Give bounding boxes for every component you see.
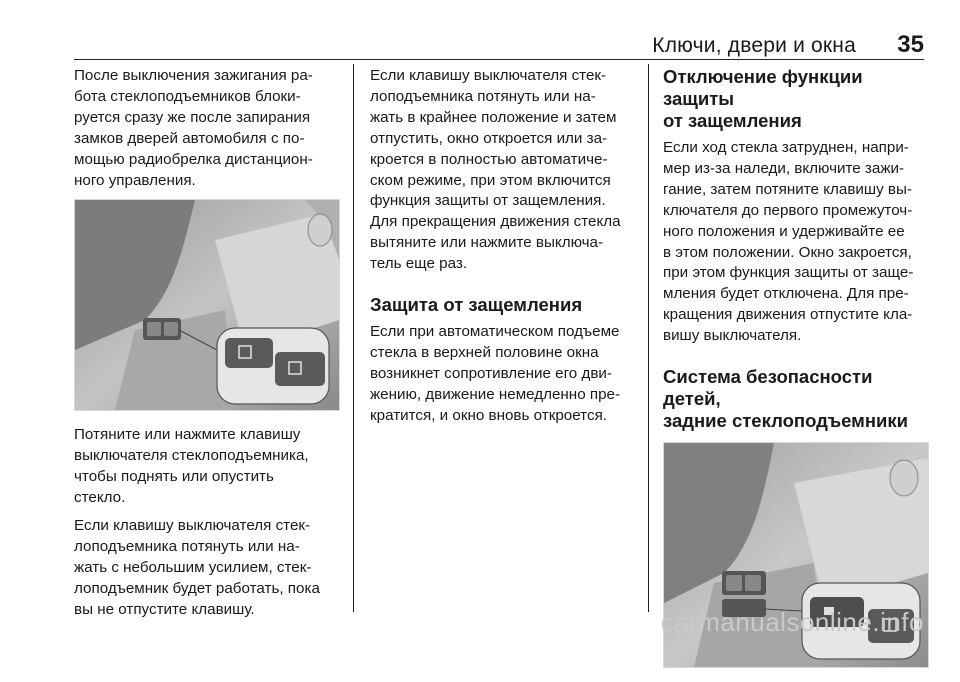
- paragraph: Если клавишу выключателя стек- лоподъемника потянуть или на- жать с небольшим усилием, стек- лоподъемник будет работать, пока вы не отпустите клавишу.: [74, 517, 320, 618]
- watermark: carmanualsonline.info: [660, 607, 924, 637]
- paragraph: Если при автоматическом подъеме стекла в верхней половине окна возникнет сопротивление его дви- жению, движение немедленно пре- кратится, и окно вновь откроется.: [370, 323, 621, 424]
- column-1: [74, 66, 342, 628]
- window-switch-illustration: [74, 199, 340, 411]
- paragraph: Если ход стекла затруднен, напри- мер из-за наледи, включите зажи- гание, затем потяните клавишу вы- ключателя до первого промежуточ- ного положения и удерживайте ее в этом положении. Окно закроется, при этом функция защиты от защe- мления будет отключена. Для пре- кращения движения отпустите кла- вишу выключателя.: [663, 139, 914, 345]
- paragraph: Если клавишу выключателя стек- лоподъемника потянуть или на- жать в крайнее положение и затем отпустить, окно откроется или за- кроется в полностью автоматиче- ском режиме, при этом включится функция защиты от защемления. Для прекращения движения стекла вытяните или нажмите выключа- тель еще раз.: [370, 67, 621, 273]
- column-divider-1: [353, 64, 354, 612]
- column-3: [660, 66, 931, 682]
- section-heading: Система безопасности детей, задние стеклоподъемники: [663, 366, 909, 432]
- paragraph: После выключения зажигания ра- бота стеклоподъемников блоки- руется сразу же после запирания замков дверей автомобиля с по- мощью радиобрелка дистанцион- ного управления.: [74, 67, 313, 189]
- running-header-title: Ключи, двери и окна: [652, 34, 856, 57]
- page-number: 35: [897, 31, 924, 58]
- section-heading: Отключение функции защиты от защемления: [663, 66, 863, 131]
- paragraph: Потяните или нажмите клавишу выключателя стеклоподъемника, чтобы поднять или опустить стекло.: [74, 426, 309, 507]
- column-divider-2: [648, 64, 649, 612]
- header-rule: [74, 59, 924, 60]
- section-heading: Защита от защемления: [370, 294, 583, 316]
- column-2: [370, 66, 640, 434]
